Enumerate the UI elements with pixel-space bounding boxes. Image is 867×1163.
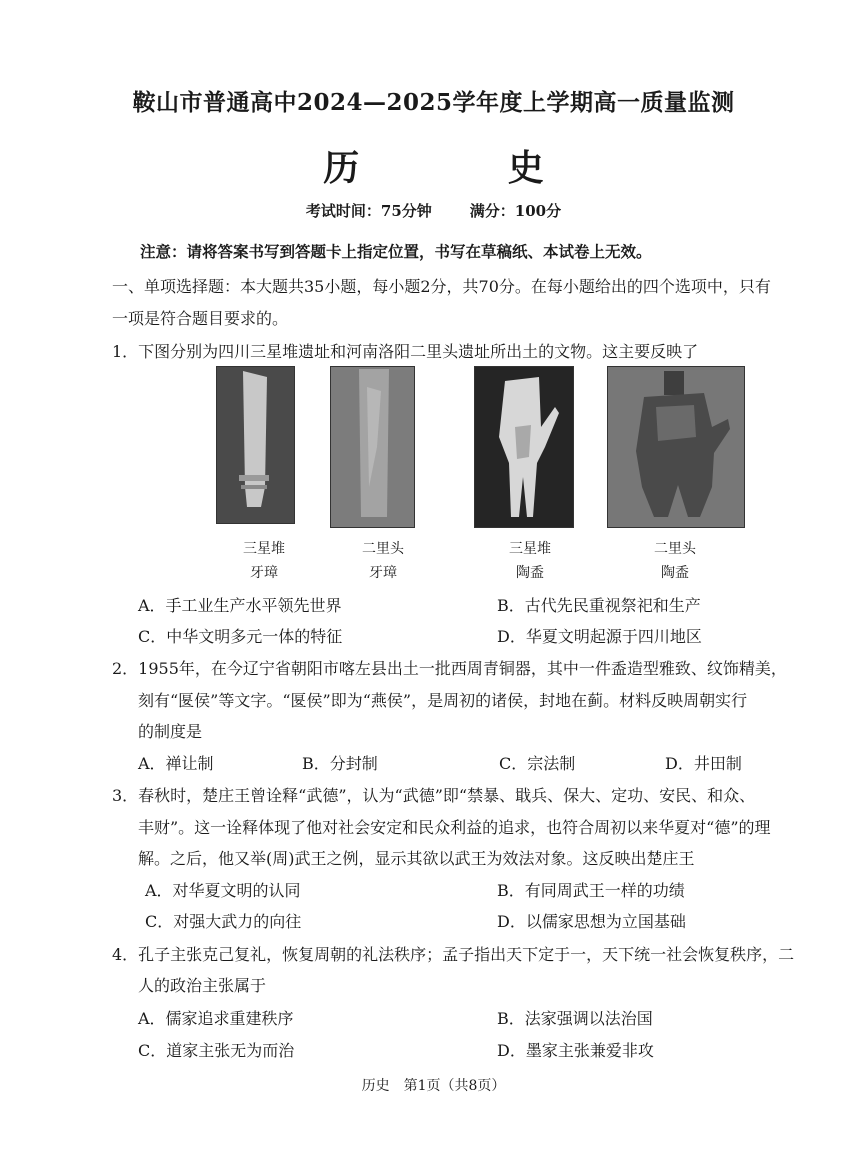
figure-2-item: 牙璋 — [369, 565, 397, 581]
figure-4-item: 陶盉 — [661, 565, 689, 581]
question-1-stem: 1．下图分别为四川三星堆遗址和河南洛阳二里头遗址所出土的文物。这主要反映了 — [112, 342, 699, 361]
exam-title: 鞍山市普通高中2024—2025学年度上学期高一质量监测 — [132, 89, 735, 116]
exam-time: 考试时间：75分钟 — [305, 202, 432, 220]
question-4-stem-line1: 4．孔子主张克己复礼，恢复周朝的礼法秩序；孟子指出天下定于一，天下统一社会恢复秩序，二 — [112, 945, 795, 964]
jade-blade-icon — [331, 367, 414, 527]
question-3-stem-line1: 3．春秋时，楚庄王曾诠释“武德”，认为“武德”即“禁暴、戢兵、保大、定功、安民、和众、 — [112, 786, 756, 805]
page-footer: 历史 第1页（共8页） — [361, 1078, 506, 1094]
q3-option-d[interactable]: D．以儒家思想为立国基础 — [497, 912, 686, 931]
question-3-stem-line2: 丰财”。这一诠释体现了他对社会安定和民众利益的追求，也符合周初以来华夏对“德”的理 — [138, 818, 771, 837]
figure-3-caption — [485, 537, 575, 585]
question-3-stem-line3: 解。之后，他又举(周)武王之例，显示其欲以武王为效法对象。这反映出楚庄王 — [138, 849, 695, 868]
question-2-stem-line2: 刻有“匽侯”等文字。“匽侯”即为“燕侯”，是周初的诸侯，封地在蓟。材料反映周朝实行 — [138, 691, 748, 710]
figure-1-image — [216, 366, 295, 524]
figure-3-item: 陶盉 — [516, 565, 544, 581]
figure-4-site: 二里头 — [654, 541, 696, 557]
q3-option-c[interactable]: C．对强大武力的向往 — [145, 912, 302, 931]
figure-4-caption — [630, 537, 720, 585]
jade-blade-icon — [217, 367, 294, 523]
q2-option-c[interactable]: C．宗法制 — [499, 754, 576, 773]
figure-1-caption — [219, 537, 309, 585]
q1-option-c[interactable]: C．中华文明多元一体的特征 — [138, 627, 343, 646]
figure-1-site: 三星堆 — [243, 541, 285, 557]
q1-option-a[interactable]: A．手工业生产水平领先世界 — [138, 596, 342, 615]
q1-option-b[interactable]: B．古代先民重视祭祀和生产 — [497, 596, 701, 615]
pottery-vessel-icon — [608, 367, 744, 527]
question-2-stem-line3: 的制度是 — [138, 722, 203, 741]
q2-option-d[interactable]: D．井田制 — [665, 754, 742, 773]
exam-score: 满分：100分 — [469, 202, 562, 220]
figure-2-image — [330, 366, 415, 528]
figure-3-image — [474, 366, 574, 528]
question-2-stem-line1: 2．1955年，在今辽宁省朝阳市喀左县出土一批西周青铜器，其中一件盉造型雅致、纹饰精美， — [112, 659, 787, 678]
subject-title: 历 史 — [323, 147, 592, 189]
exam-info — [0, 200, 867, 221]
q4-option-b[interactable]: B．法家强调以法治国 — [497, 1009, 653, 1028]
figure-3-site: 三星堆 — [509, 541, 551, 557]
q4-option-d[interactable]: D．墨家主张兼爱非攻 — [497, 1041, 654, 1060]
pottery-vessel-icon — [475, 367, 573, 527]
q3-option-a[interactable]: A．对华夏文明的认同 — [145, 881, 301, 900]
question-4-stem-line2: 人的政治主张属于 — [138, 976, 267, 995]
figure-4-image — [607, 366, 745, 528]
q4-option-a[interactable]: A．儒家追求重建秩序 — [138, 1009, 294, 1028]
q2-option-b[interactable]: B．分封制 — [302, 754, 378, 773]
figure-1-item: 牙璋 — [250, 565, 278, 581]
q1-option-d[interactable]: D．华夏文明起源于四川地区 — [497, 627, 702, 646]
q3-option-b[interactable]: B．有同周武王一样的功绩 — [497, 881, 685, 900]
q2-option-a[interactable]: A．禅让制 — [138, 754, 214, 773]
q4-option-c[interactable]: C．道家主张无为而治 — [138, 1041, 295, 1060]
section-heading-line2: 一项是符合题目要求的。 — [112, 309, 289, 328]
exam-notice: 注意：请将答案书写到答题卡上指定位置，书写在草稿纸、本试卷上无效。 — [140, 242, 652, 261]
section-heading-line1: 一、单项选择题：本大题共35小题，每小题2分，共70分。在每小题给出的四个选项中，只有 — [112, 277, 771, 296]
figure-2-site: 二里头 — [362, 541, 404, 557]
figure-2-caption — [338, 537, 428, 585]
